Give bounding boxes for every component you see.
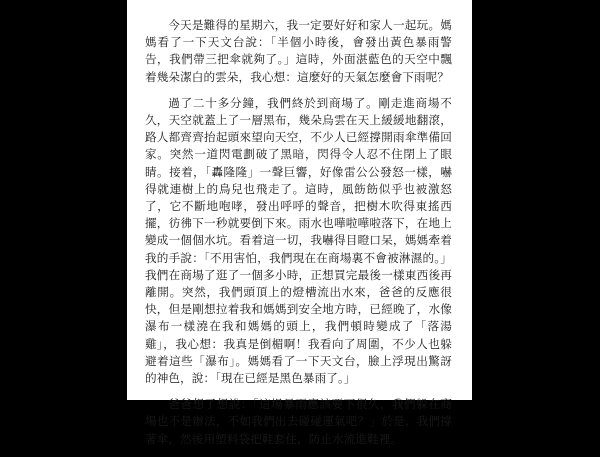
paragraph-1: 今天是難得的星期六，我一定要好好和家人一起玩。媽媽看了一下天文台說：「半個小時後，會發出黃色暴雨警告，我們帶三把傘就夠了。」這時，外面湛藍色的天空中飄着幾朵潔白的雲朵，我心想：這麼好的天氣怎麼會下雨呢？ [145,18,452,84]
paragraph-2: 過了二十多分鐘，我們終於到商場了。剛走進商場不久，天空就蓋上了一層黑布，幾朵烏雲在天上緩緩地翻滾，路人都齊齊抬起頭來望向天空，不少人已經撐開雨傘準備回家。突然一道閃電劃破了黑暗，閃得令人忍不住閉上了眼睛。接着，「轟隆隆」一聲巨響，好像雷公公發怒一樣，嚇得就連樹上的鳥兒也飛走了。這時，風飭飭似乎也被激怒了，它不斷地咆哮，發出呼呼的聲音，把樹木吹得東搖西擺，彷彿下一秒就要倒下來。雨水也嘩啦嘩啦落下，在地上變成一個個水坑。看着這一切，我嚇得目瞪口呆，媽媽牽着我的手說：「不用害怕，我們現在在商場裏不會被淋濕的。」我們在商場了逛了一個多小時，正想買完最後一樣東西後再離開。突然，我們頭頂上的燈槽流出水來，爸爸的反應很快，但是剛想拉着我和媽媽到安全地方時，已經晚了，水像瀑布一樣澆在我和媽媽的頭上，我們頓時變成了「落湯雞」，我心想：我真是倒楣啊！我看向了周圍，不少人也躲避着這些「瀑布」。媽媽看了一下天文台，臉上浮現出驚訝的神色，說：「現在已經是黑色暴雨了。」 [145,95,452,386]
document-body [145,17,452,457]
paragraph-3: 爸爸想了想說：「這場暴雨應該要下很久，我們躲在商場也不是辦法，不如我們出去碰碰運氣吧？」於是，我們撐著傘，然後用塑料袋把鞋套住，防止水流進鞋裡。 [145,397,452,446]
document-page [127,0,472,446]
